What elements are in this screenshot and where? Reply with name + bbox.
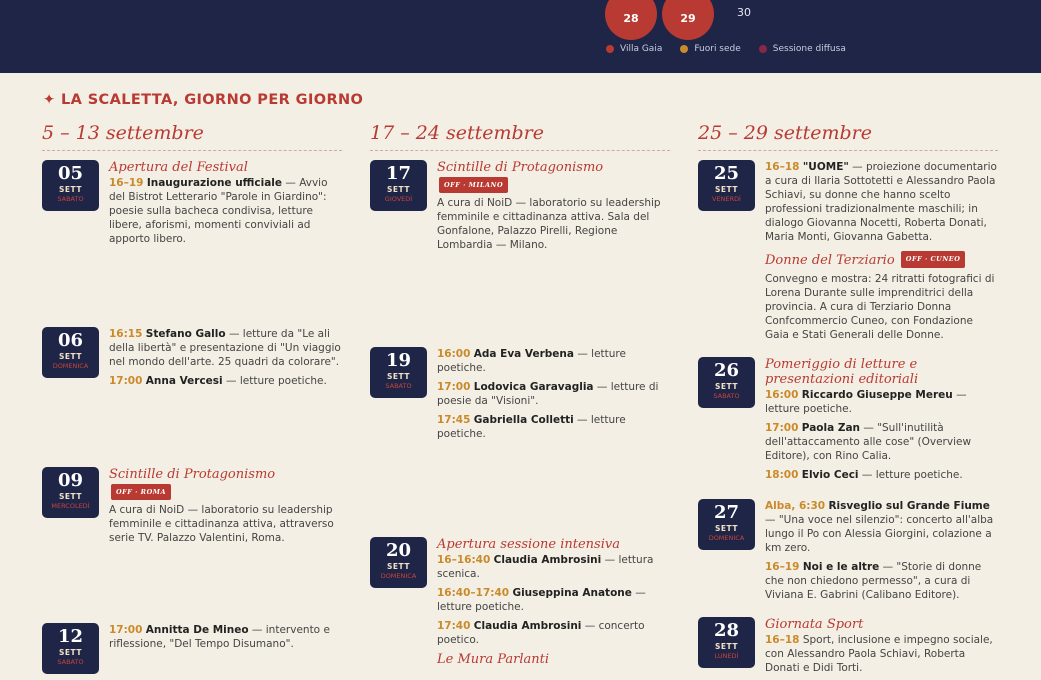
- date-day: 17: [385, 163, 412, 184]
- schedule-column-2: [370, 122, 670, 667]
- date-month: SETT: [59, 352, 82, 361]
- header-band: [0, 0, 1041, 73]
- date-month: SETT: [59, 185, 82, 194]
- event-item: 17:00 Lodovica Garavaglia — letture di poesie da "Visioni".: [437, 381, 659, 407]
- date-month: SETT: [59, 648, 82, 657]
- legend-item-villa-gaia: Villa Gaia: [606, 44, 662, 54]
- date-weekday: MERCOLEDÌ: [51, 502, 90, 510]
- entry-title: Apertura sessione intensiva: [437, 537, 620, 552]
- legend-dot-icon: [680, 45, 688, 53]
- date-badge: [42, 160, 99, 211]
- off-site-badge: OFF · MILANO: [439, 177, 508, 193]
- date-month: SETT: [715, 524, 738, 533]
- legend-item-sessione-diffusa: Sessione diffusa: [759, 44, 846, 54]
- date-badge: [370, 347, 427, 398]
- date-weekday: LUNEDÌ: [714, 652, 739, 660]
- event-item: 17:45 Gabriella Colletti — letture poetiche.: [437, 414, 626, 440]
- date-day: 27: [713, 502, 740, 523]
- event-item: 17:40 Claudia Ambrosini — concerto poetico.: [437, 620, 645, 646]
- date-weekday: SABATO: [713, 392, 740, 400]
- date-badge: [42, 467, 99, 518]
- event-item: 16:15 Stefano Gallo — letture da "Le ali della libertà" e presentazione di "Un viaggio nel mondo dell'arte. 25 quadri da colorare".: [109, 328, 341, 368]
- entry-content: [109, 623, 342, 656]
- event-item: 16–18 "UOME" — proiezione documentario a cura di Ilaria Sottotetti e Alessandro Paola Schiavi, su donne che hanno scelto professioni tradizionalmente maschili; in dialogo Giovanna Nocetti, Roberta Donati, Maria Monti, Giovanna Gabetta.: [765, 161, 997, 243]
- date-weekday: DOMENICA: [380, 572, 417, 580]
- entry-subtitle: Le Mura Parlanti: [437, 652, 550, 667]
- column-heading: 17 – 24 settembre: [370, 122, 670, 151]
- date-day: 26: [713, 360, 740, 381]
- column-heading: 5 – 13 settembre: [42, 122, 342, 151]
- entry-content: [765, 617, 998, 680]
- entry-content: [109, 327, 342, 393]
- date-day: 19: [385, 350, 412, 371]
- event-item: 16:40–17:40 Giuseppina Anatone — letture poetiche.: [437, 587, 646, 613]
- date-badge: [42, 327, 99, 378]
- event-item: 17:00 Paola Zan — "Sull'inutilità dell'attaccamento alle cose" (Overview Editore), con Rino Calia.: [765, 422, 972, 462]
- schedule-column-3: [698, 122, 998, 674]
- entry-title: Apertura del Festival: [109, 160, 248, 175]
- date-badge: [370, 537, 427, 588]
- date-day: 25: [713, 163, 740, 184]
- entry-content: [437, 537, 670, 668]
- event-item: A cura di NoiD — laboratorio su leadership femminile e cittadinanza attiva. Sala del Gonfalone, Palazzo Pirelli, Regione Lombardia — Milano.: [437, 197, 661, 251]
- date-month: SETT: [715, 382, 738, 391]
- date-weekday: DOMENICA: [52, 362, 89, 370]
- calendar-day-30[interactable]: 30: [737, 6, 751, 19]
- date-badge: [42, 623, 99, 674]
- entry-content: [765, 499, 998, 607]
- date-day: 06: [57, 330, 84, 351]
- event-item: 16–19 Inaugurazione ufficiale — Avvio del Bistrot Letterario "Parole in Giardino": poesie sulla bacheca condivisa, letture libere, aforismi, momenti conviviali ad apporto libero.: [109, 177, 328, 245]
- entry-content: [437, 160, 670, 257]
- date-weekday: DOMENICA: [708, 534, 745, 542]
- calendar-legend: [606, 44, 846, 54]
- legend-item-fuori-sede: Fuori sede: [680, 44, 740, 54]
- entry-title: Giornata Sport: [765, 617, 864, 632]
- event-item: 17:00 Anna Vercesi — letture poetiche.: [109, 375, 327, 387]
- off-site-badge: OFF · ROMA: [111, 484, 171, 500]
- entry-content: [109, 467, 342, 550]
- calendar-day-28[interactable]: 28: [605, 0, 657, 40]
- entry-title: Pomeriggio di letture e presentazioni editoriali: [765, 357, 919, 387]
- date-weekday: GIOVEDÌ: [384, 195, 413, 203]
- event-item: Convegno e mostra: 24 ritratti fotografici di Lorena Durante sulle imprenditrici della provincia. A cura di Terziario Donna Confcommercio Cuneo, con Fondazione Gaia e Stati Generali delle Donne.: [765, 273, 995, 341]
- date-weekday: SABATO: [57, 195, 84, 203]
- entry-title: Donne del Terziario OFF · CUNEO: [765, 250, 998, 271]
- entry-content: [437, 347, 670, 446]
- date-month: SETT: [59, 492, 82, 501]
- entry-content: [109, 160, 342, 251]
- date-badge: [698, 499, 755, 550]
- event-item: A cura di NoiD — laboratorio su leadership femminile e cittadinanza attiva, attraverso serie TV. Palazzo Valentini, Roma.: [109, 504, 334, 544]
- event-item: Alba, 6:30 Risveglio sul Grande Fiume — "Una voce nel silenzio": concerto all'alba lungo il Po con Alessia Giorgini, colazione a km zero.: [765, 500, 994, 554]
- date-month: SETT: [387, 185, 410, 194]
- date-badge: [698, 617, 755, 668]
- date-day: 09: [57, 470, 84, 491]
- off-site-badge: OFF · CUNEO: [901, 251, 966, 268]
- date-badge: [698, 160, 755, 211]
- event-item: 16–16:40 Claudia Ambrosini — lettura scenica.: [437, 554, 654, 580]
- event-item: 16:00 Riccardo Giuseppe Mereu — letture poetiche.: [765, 389, 967, 415]
- legend-dot-icon: [606, 45, 614, 53]
- date-badge: [370, 160, 427, 211]
- date-month: SETT: [387, 562, 410, 571]
- entry-title: Scintille di Protagonismo: [437, 160, 604, 175]
- event-item: 16–19 Noi e le altre — "Storie di donne che non chiedono permesso", a cura di Viviana E. Gabrini (Calibano Editore).: [765, 561, 982, 601]
- date-month: SETT: [715, 185, 738, 194]
- entry-title: Scintille di Protagonismo: [109, 467, 276, 482]
- date-weekday: VENERDÌ: [712, 195, 741, 203]
- legend-dot-icon: [759, 45, 767, 53]
- date-day: 20: [385, 540, 412, 561]
- date-weekday: SABATO: [57, 658, 84, 666]
- entry-content: [765, 160, 998, 347]
- event-item: 16–18 Sport, inclusione e impegno sociale, con Alessandro Paola Schiavi, Roberta Donati e Didi Torti.: [765, 634, 993, 674]
- date-weekday: SABATO: [385, 382, 412, 390]
- schedule-column-1: [42, 122, 342, 666]
- date-month: SETT: [715, 642, 738, 651]
- date-day: 28: [713, 620, 740, 641]
- date-day: 05: [57, 163, 84, 184]
- event-item: 16:00 Ada Eva Verbena — letture poetiche.: [437, 348, 626, 374]
- entry-content: [765, 357, 998, 487]
- section-title: ✦ LA SCALETTA, GIORNO PER GIORNO: [43, 92, 364, 108]
- event-item: 18:00 Elvio Ceci — letture poetiche.: [765, 469, 963, 481]
- column-heading: 25 – 29 settembre: [698, 122, 998, 151]
- event-item: 17:00 Annitta De Mineo — intervento e riflessione, "Del Tempo Disumano".: [109, 624, 330, 650]
- date-day: 12: [57, 626, 84, 647]
- calendar-day-29[interactable]: 29: [662, 0, 714, 40]
- date-month: SETT: [387, 372, 410, 381]
- date-badge: [698, 357, 755, 408]
